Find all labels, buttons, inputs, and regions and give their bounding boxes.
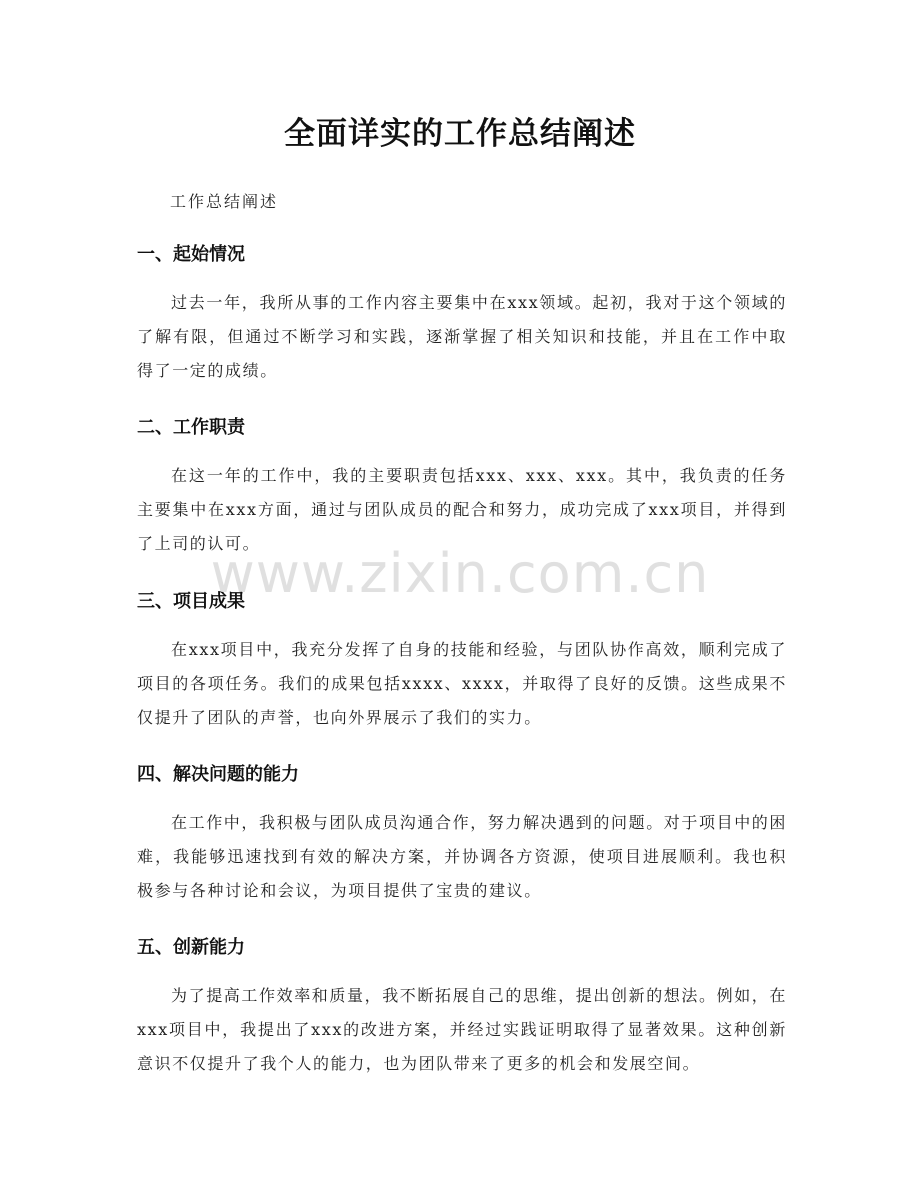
section-heading-5: 五、创新能力 <box>137 937 245 958</box>
section-body-5: 为了提高工作效率和质量，我不断拓展自己的思维，提出创新的想法。例如，在xxx项目中，我提出了xxx的改进方案，并经过实践证明取得了显著效果。这种创新意识不仅提升了我个人的能力，也为团队带来了更多的机会和发展空间。 <box>137 986 788 1073</box>
watermark: www.zixin.com.cn <box>210 542 710 605</box>
section-heading-4: 四、解决问题的能力 <box>137 764 299 785</box>
section-body-3: 在xxx项目中，我充分发挥了自身的技能和经验，与团队协作高效，顺利完成了项目的各项任务。我们的成果包括xxxx、xxxx，并取得了良好的反馈。这些成果不仅提升了团队的声誉，也向外界展示了我们的实力。 <box>137 640 787 727</box>
section-heading-2: 二、工作职责 <box>137 417 245 438</box>
section-heading-3: 三、项目成果 <box>137 591 245 612</box>
section-body-2: 在这一年的工作中，我的主要职责包括xxx、xxx、xxx。其中，我负责的任务主要集中在xxx方面，通过与团队成员的配合和努力，成功完成了xxx项目，并得到了上司的认可。 <box>137 466 787 553</box>
document-title: 全面详实的工作总结阐述 <box>284 116 636 152</box>
section-heading-1: 一、起始情况 <box>137 244 245 265</box>
section-body-4: 在工作中，我积极与团队成员沟通合作，努力解决遇到的问题。对于项目中的困难，我能够迅速找到有效的解决方案，并协调各方资源，使项目进展顺利。我也积极参与各种讨论和会议，为项目提供了宝贵的建议。 <box>137 813 788 900</box>
section-body-1: 过去一年，我所从事的工作内容主要集中在xxx领域。起初，我对于这个领域的了解有限，但通过不断学习和实践，逐渐掌握了相关知识和技能，并且在工作中取得了一定的成绩。 <box>137 293 787 380</box>
document-subtitle: 工作总结阐述 <box>170 192 279 211</box>
